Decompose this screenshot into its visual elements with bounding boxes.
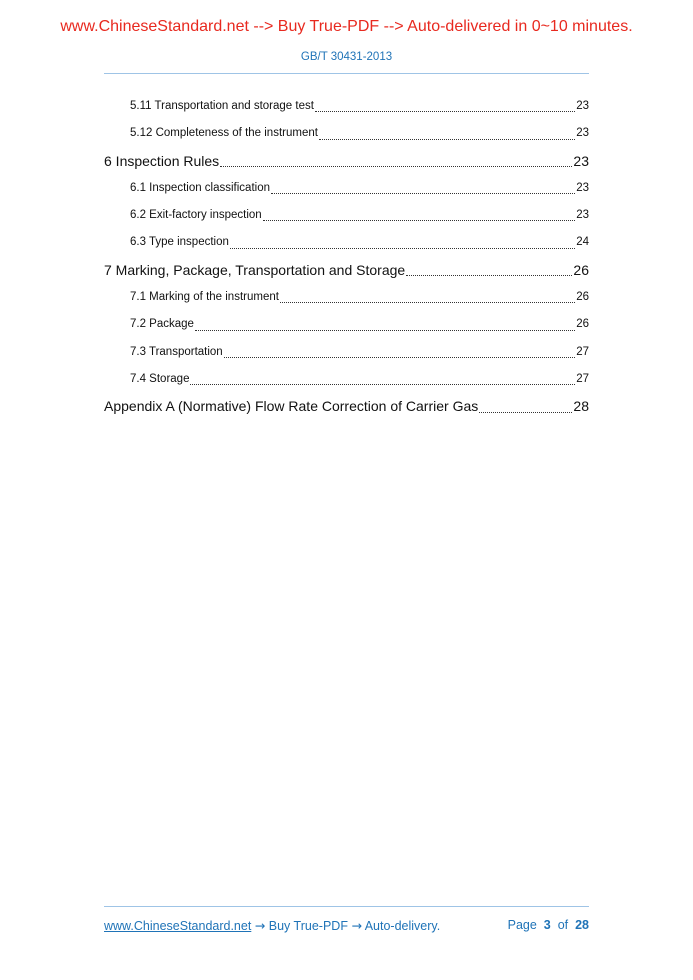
toc-entry-page: 23 [576, 127, 589, 140]
toc-entry-page: 26 [573, 261, 589, 278]
toc-entry[interactable] [104, 120, 589, 147]
footer-promo [104, 918, 440, 933]
toc-leader-dots [220, 166, 572, 167]
arrow-right-icon: → [254, 918, 266, 933]
toc-entry-page: 24 [576, 236, 589, 249]
standard-code: GB/T 30431-2013 [300, 51, 393, 63]
toc-entry-page: 23 [573, 152, 589, 169]
toc-leader-dots [224, 357, 576, 358]
toc-entry-title: 7.2 Package [130, 318, 194, 331]
toc-entry-title: 5.12 Completeness of the instrument [130, 127, 318, 140]
header-divider [104, 73, 589, 74]
toc-entry-page: 23 [576, 100, 589, 112]
toc-entry-title: 6.2 Exit-factory inspection [130, 209, 262, 222]
toc-entry-page: 23 [576, 181, 589, 194]
toc-entry-page: 26 [576, 291, 589, 304]
toc-entry-page: 27 [576, 345, 589, 358]
toc-leader-dots [319, 139, 575, 140]
footer-divider [104, 906, 589, 907]
toc-entry[interactable] [104, 339, 589, 366]
toc-entry[interactable] [104, 284, 589, 311]
page-of: of [557, 918, 569, 932]
toc-leader-dots [271, 193, 575, 194]
toc-entry-page: 28 [573, 398, 589, 415]
toc-entry-title: 7.3 Transportation [130, 345, 223, 358]
toc-entry[interactable] [104, 148, 589, 175]
toc-entry[interactable] [104, 202, 589, 229]
promo-banner[interactable]: www.ChineseStandard.net --> Buy True-PDF --> Auto-delivered in 0~10 minutes. [60, 18, 633, 35]
toc-leader-dots [195, 330, 575, 331]
arrow-right-icon: → [351, 918, 362, 933]
toc-entry-page: 23 [576, 209, 589, 222]
toc-entry[interactable] [104, 311, 589, 338]
footer-site-link[interactable]: www.ChineseStandard.net [104, 919, 252, 933]
toc-leader-dots [406, 275, 572, 276]
toc-entry[interactable] [104, 366, 589, 393]
page-footer [104, 918, 589, 933]
toc-leader-dots [280, 302, 575, 303]
toc-entry[interactable] [104, 229, 589, 256]
toc-entry[interactable] [104, 175, 589, 202]
toc-entry-page: 27 [576, 372, 589, 385]
toc-leader-dots [230, 248, 575, 249]
toc-leader-dots [479, 412, 572, 413]
toc-entry-title: 5.11 Transportation and storage test [130, 100, 314, 112]
page-current: 3 [543, 918, 551, 932]
footer-buy-text: Buy True-PDF [268, 919, 348, 933]
footer-delivery-text: Auto-delivery. [364, 919, 441, 933]
page-total: 28 [575, 918, 589, 932]
toc-entry-title: 6.1 Inspection classification [130, 181, 270, 194]
page-number [508, 918, 589, 933]
page-label: Page [507, 918, 537, 932]
toc-leader-dots [263, 220, 576, 221]
toc-leader-dots [315, 111, 575, 112]
toc-entry-title: Appendix A (Normative) Flow Rate Correction of Carrier Gas [104, 398, 479, 415]
toc-leader-dots [190, 384, 575, 385]
toc-entry[interactable] [104, 393, 589, 420]
toc-entry-title: 7.1 Marking of the instrument [130, 291, 279, 304]
toc-entry-title: 6.3 Type inspection [130, 236, 229, 249]
table-of-contents [104, 93, 589, 421]
toc-entry[interactable] [104, 93, 589, 120]
toc-entry-title: 7 Marking, Package, Transportation and Storage [104, 261, 406, 278]
toc-entry-title: 6 Inspection Rules [104, 152, 220, 169]
toc-entry-page: 26 [576, 318, 589, 331]
toc-entry[interactable] [104, 257, 589, 284]
toc-entry-title: 7.4 Storage [130, 372, 190, 385]
